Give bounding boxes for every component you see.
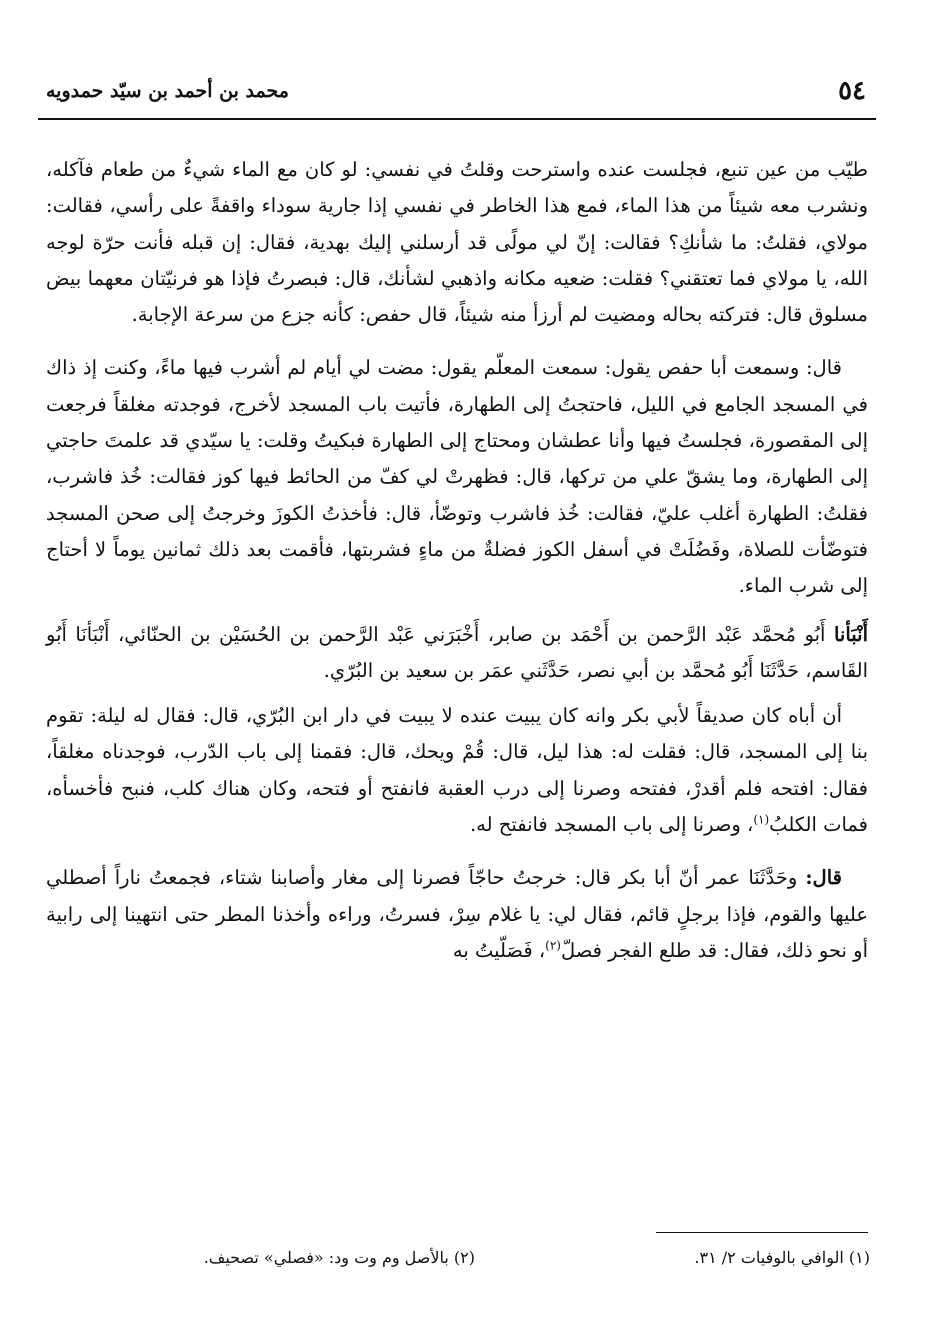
paragraph-text: أَبُو مُحمَّد عَبْد الرَّحمن بن أَحْمَد بن صابر، أَخْبَرَني عَبْد الرَّحمن بن الحُسَيْن بن الحنّائي، أَنْبَأنَا أَبُو القَاسم، حَدَّثَنَا أَبُو مُحمَّد بن أبي نصر، حَدَّثَني عمَر بن سعيد بن البُرّي. (46, 622, 868, 682)
footnotes (150, 1248, 870, 1278)
paragraph-text: طيّب من عين تنبع، فجلست عنده واسترحت وقلتُ في نفسي: لو كان مع الماء شيءٌ من طعام فآكله، ونشرب معه شيئاً من هذا الماء، فمع هذا الخاطر في نفسي إذا جارية سوداء واقفةً على رأسي، فقالت: مولاي، فقلتُ: ما شأنكِ؟ فقالت: إنّ لي مولًى قد أرسلني إليك بهدية، فقال: إن قبله فأنت حرّة لوجه الله، يا مولاي فما تعتقني؟ فقلت: ضعيه مكانه واذهبي لشأنك، قال: فبصرتُ فإذا هو فرنيّتان معهما بيض مسلوق قال: فتركته بحاله ومضيت لم أرزأ منه شيئاً، قال حفص: كأنه جزع من سرعة الإجابة. (46, 158, 868, 327)
paragraph-1 (46, 152, 868, 333)
paragraph-text: وحَدَّثَنَا عمر أنّ أبا بكر قال: خرجتُ حاجّاً فصرنا إلى مغار وأصابنا شتاء، فجمعتُ ناراً أصطلي عليها والقوم، فإذا برجلٍ قائم، فقال لي: يا غلام سِرْ، فسرتُ، وراءه وأخذنا المطر حتى انتهينا إلى رابية أو نحو ذلك، فقال: قد طلع الفجر فصلّ (46, 866, 868, 962)
paragraph-text-cont: ، فَصَلّيتُ به (452, 938, 546, 962)
footnote-ref: (١) (753, 812, 770, 827)
running-head: محمد بن أحمد بن سيّد حمدويه (46, 80, 289, 102)
main-text (46, 152, 868, 969)
paragraph-5 (46, 860, 868, 969)
paragraph-lead-word: أَنْبَأنا (833, 622, 869, 646)
paragraph-text: أن أباه كان صديقاً لأبي بكر وانه كان يبيت عنده لا يبيت في دار ابن البُرّي، قال: فقال له ليلة: تقوم بنا إلى المسجد، قال: فقلت له: هذا ليل، قال: قُمْ ويحك، قال: فقمنا إلى باب الدّرب، فوجدناه مغلقاً، فقال: افتحه فلم أقدرْ، ففتحه وصرنا إلى درب العقبة فانفتح أو فتحه، وكان هناك كلب، فنبح فأخسأه، فمات الكلبُ (46, 704, 868, 837)
page-header (38, 70, 876, 110)
footnote-2: (٢) بالأصل وم وت ود: «فصلي» تصحيف. (203, 1248, 475, 1267)
page-number: ٥٤ (838, 76, 866, 106)
footnote-1: (١) الوافي بالوفيات ٢/ ٣١. (694, 1248, 870, 1267)
paragraph-3 (46, 617, 868, 690)
paragraph-text-cont: ، وصرنا إلى باب المسجد فانفتح له. (469, 813, 754, 837)
header-rule (38, 118, 876, 120)
footnote-rule (656, 1232, 868, 1233)
paragraph-lead-word: قال: (805, 866, 842, 890)
paragraph-text: قال: وسمعت أبا حفص يقول: سمعت المعلّم يقول: مضت لي أيام لم أشرب فيها ماءً، وكنت إذ ذاك في المسجد الجامع في الليل، فاحتجتُ إلى الطهارة، فأتيت باب المسجد لأخرج، فوجدته مغلقاً فرجعت إلى المقصورة، فجلستُ فيها وأنا عطشان ومحتاج إلى الطهارة فبكيتُ وقلت: يا سيّدي قد علمتَ حاجتي إلى الطهارة، وما يشقّ علي من تركها، قال: فظهرتْ لي كفّ من الحائط فيها كوز فقالت: خُذ فاشرب، فقلتُ: الطهارة أغلب عليّ، فقالت: خُذ فاشرب وتوضّأ، قال: فأخذتُ الكوزَ وخرجتُ إلى صحن المسجد فتوضّأت للصلاة، وفَضُلَتْ في أسفل الكوز فضلةٌ من ماءٍ فشربتها، فأقمت بعد ذلك ثمانين يوماً لا أحتاج إلى شرب الماء. (46, 356, 868, 598)
paragraph-2 (46, 350, 868, 604)
footnote-ref: (٢) (545, 938, 561, 953)
paragraph-4 (46, 698, 868, 843)
